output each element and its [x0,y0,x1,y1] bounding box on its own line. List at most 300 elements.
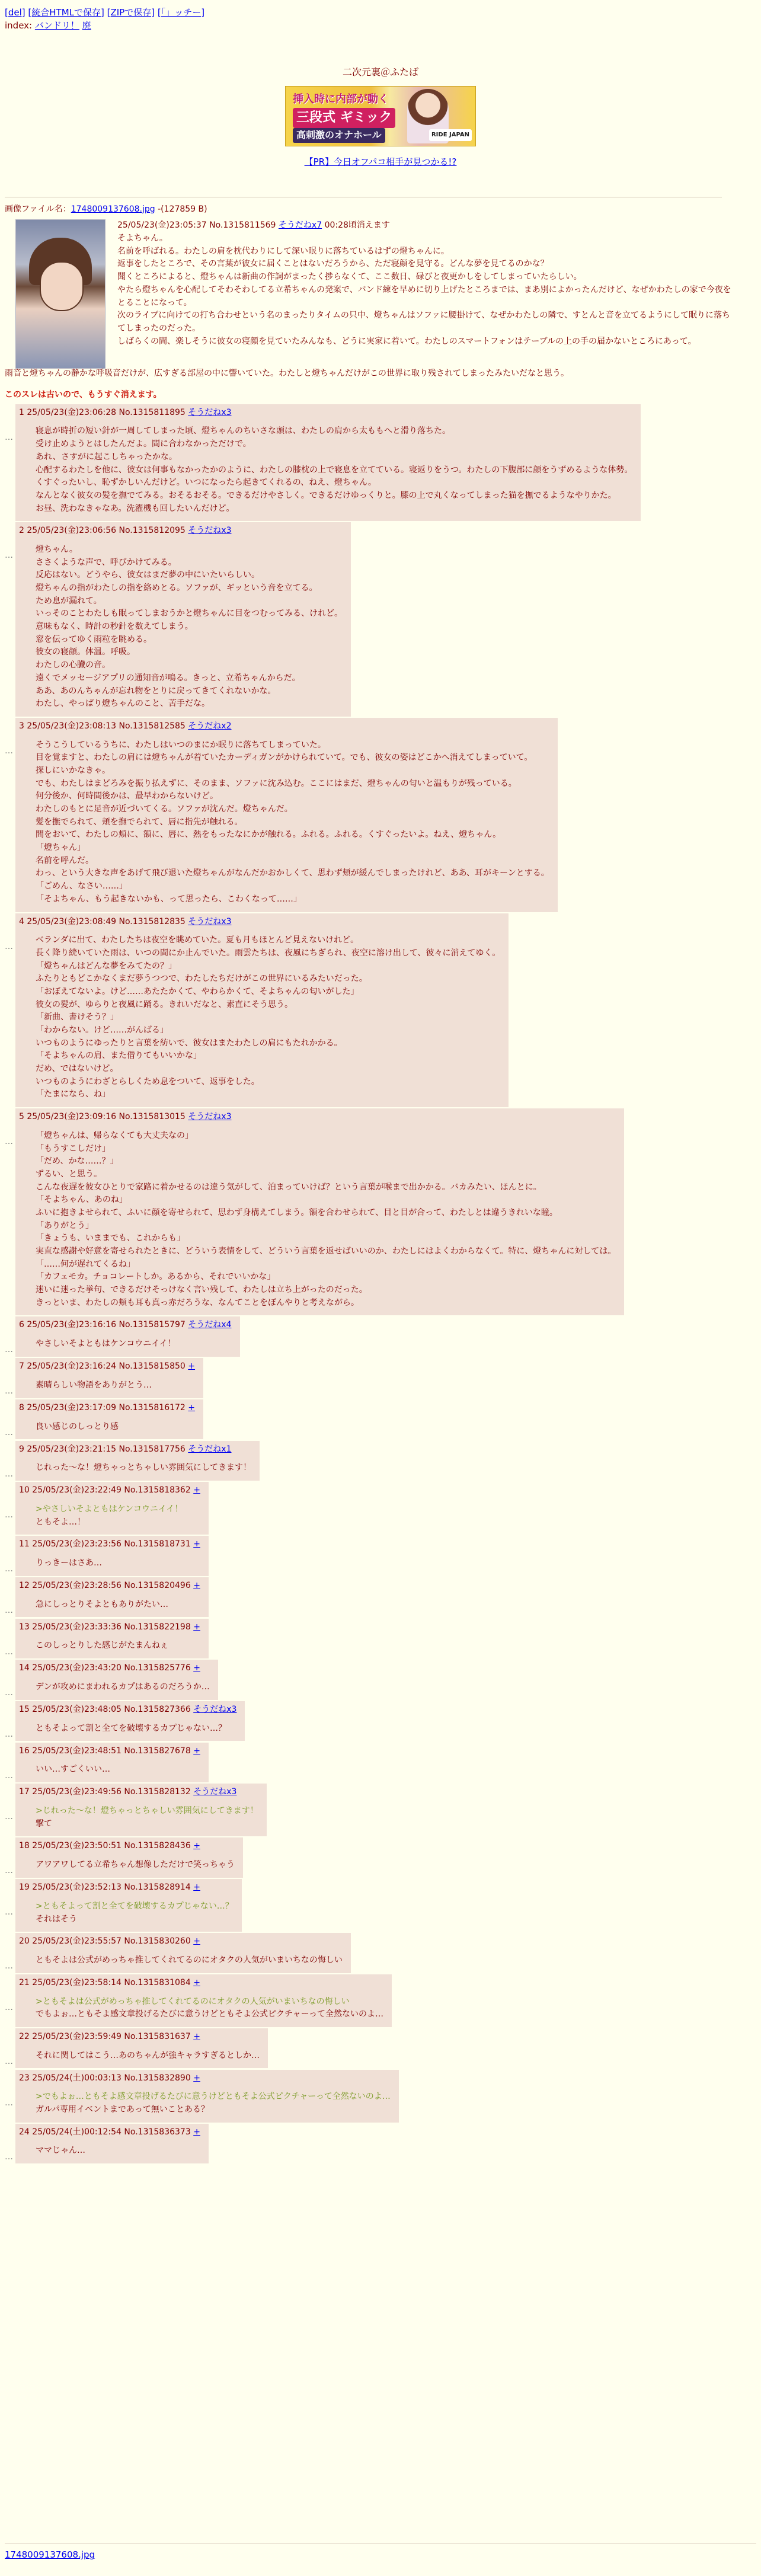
reply-sod-button[interactable]: そうだねx3 [188,916,232,926]
reply-post [15,522,351,717]
reply-line: でも、わたしはまどろみを振り払えずに、そのまま、ソファに沈み込む。ここにはまだ、燈ちゃんの匂いと温もりが残っている。 [36,778,517,788]
reply-date: 25/05/23(金)23:48:51 [32,1746,121,1756]
reply-line: あれ、さすがに起こしちゃったかな。 [36,452,177,462]
reply-body [36,2144,200,2158]
reply-date: 25/05/23(金)23:59:49 [32,2031,121,2041]
reply-indent-marker: … [5,2098,13,2108]
reply-line: ああ、あのんちゃんが忘れ物をとりに戻ってきてくれないかな。 [36,686,276,696]
reply-line: 「おぼえてないよ。けど……あたたかくて、やわらかくて、そよちゃんの匂いがした」 [36,986,359,996]
reply-number: 8 [19,1402,24,1412]
reply-header [19,1484,200,1497]
reply-date: 25/05/23(金)23:43:20 [32,1663,121,1673]
reply-post [15,1837,243,1877]
reply-header [19,720,549,733]
reply-no: No.1315836373 [124,2127,191,2137]
op-line: 次のライブに向けての打ち合わせという名のまったりタイムの只中、燈ちゃんはソファに腰掛けて、なぜかわたしの隣で、すとんと音を立てるようにして眠りに落ちてしまったのだった。 [117,311,731,333]
reply-body [36,1462,251,1475]
reply-number: 15 [19,1705,30,1715]
reply-post [15,913,509,1108]
op-file-link[interactable]: 1748009137608.jpg [71,204,155,214]
reply-indent-marker: … [5,1770,13,1781]
reply-line: 「たまになら、ね」 [36,1089,110,1100]
reply-line: 良い感じのしっとり感 [36,1421,119,1431]
reply-row [5,1316,761,1357]
reply-line: こんな夜遅を彼女ひとりで家路に着かせるのは違う気がして、泊まっていけば？という言葉が喉まで出かかる。バカみたい、ほんとに。 [36,1182,542,1192]
pr-link[interactable]: 【PR】今日オフパコ相手が見つかる!? [304,156,457,168]
reply-line: 何分後か、何時間後かは、最早わからないけど。 [36,791,218,801]
reply-list [0,404,761,2164]
reply-line: じれった〜な！燈ちゃっとちゃしい雰囲気にしてきます！ [36,1463,251,1473]
reply-no: No.1315815797 [119,1320,186,1330]
reply-line: 燈ちゃん。 [36,544,78,554]
reply-line: 長く降り続いていた雨は、いつの間にか止んでいた。雨雲たちは、夜風にちぎられ、夜空に溶け出して、彼々に消えてゆく。 [36,948,501,958]
reply-line: 彼女の髪が、ゆらりと夜風に踊る。きれいだなと、素直にそう思う。 [36,999,293,1009]
reply-date: 25/05/23(金)23:49:56 [32,1787,121,1797]
reply-sod-button[interactable]: + [193,1539,200,1549]
reply-body [36,739,549,906]
reply-date: 25/05/23(金)23:22:49 [32,1485,121,1495]
op-file-line [5,203,761,216]
reply-row [5,1933,761,1973]
reply-no: No.1315818731 [124,1539,191,1549]
reply-header [19,407,632,420]
reply-header [19,1786,258,1799]
reply-no: No.1315811895 [119,407,186,417]
save-html-link[interactable]: [統合HTMLで保存] [28,7,104,18]
reply-row [5,1577,761,1618]
reply-line: それに関してはこう…あのちゃんが強キャラすぎるとしか… [36,2050,260,2060]
reply-line: お昼、洗わなきゃなあ。洗濯機も回したいんだけど。 [36,503,235,513]
reply-line: やさしいそよともはケンコウニイイ！ [36,1339,176,1349]
reply-post [15,1108,624,1315]
reply-body [36,1421,195,1434]
action-links [5,6,756,19]
tchi-link[interactable]: [「」ッチー] [157,7,205,18]
reply-row [5,2124,761,2164]
reply-line: ため息が漏れて。 [36,596,102,606]
reply-indent-marker: … [5,1137,13,1147]
reply-header [19,1111,616,1124]
reply-line: 「燈ちゃんは、帰らなくても大丈夫なの」 [36,1130,193,1140]
reply-date: 25/05/23(金)23:48:05 [32,1705,121,1715]
op-file-label: 画像ファイル名： [5,204,71,214]
reply-post [15,2070,399,2123]
reply-post [15,1784,267,1836]
reply-line: いっそのことわたしも眠ってしまおうかと燈ちゃんに目をつむってみる、けれど。 [36,609,343,619]
del-link[interactable]: [del] [5,7,25,18]
reply-line: ともそよ…！ [36,1517,85,1527]
reply-line: いい…すごくいい… [36,1765,110,1775]
reply-post [15,1399,203,1439]
reply-header [19,1580,200,1593]
op-date: 25/05/23(金)23:05:37 [117,220,207,231]
board-title: 二次元裏＠ふたば [342,66,418,78]
reply-sod-button[interactable]: + [193,1936,200,1947]
reply-row [5,1108,761,1315]
reply-no: No.1315825776 [124,1663,191,1673]
reply-sod-button[interactable]: + [193,1841,200,1851]
reply-indent-marker: … [5,432,13,442]
reply-no: No.1315828914 [124,1883,191,1893]
reply-line: 急にしっとりそよともありがたい… [36,1599,168,1609]
reply-date: 25/05/23(金)23:28:56 [32,1580,121,1590]
reply-line: デンが攻めにまわれるカプはあるのだろうか… [36,1682,210,1692]
reply-sod-button[interactable]: そうだねx4 [188,1320,232,1330]
op-line: 聞くところによると、燈ちゃんは新曲の作詞がまったく捗らなくて、ここ数日、碌びと夜更かしをしてしまっていたらしい。 [117,272,582,282]
reply-line: 「だめ、かな……？」 [36,1156,119,1166]
reply-line: いつものようにわざとらしくため息をついて、返事をした。 [36,1076,260,1086]
reply-line: 「……何が遅れてくるね」 [36,1259,135,1269]
reply-date: 25/05/24(土)00:03:13 [32,2073,121,2083]
reply-row [5,1358,761,1398]
reply-line: 素晴らしい物語をありがとう… [36,1380,152,1390]
reply-body [36,2091,391,2116]
reply-row [5,1441,761,1481]
reply-line: 探しにいかなきゃ。 [36,765,110,775]
reply-row [5,2070,761,2123]
reply-date: 25/05/23(金)23:06:28 [27,407,117,417]
reply-row [5,1743,761,1783]
reply-line: 「そよちゃん、あのね」 [36,1195,127,1205]
reply-post [15,404,641,522]
reply-no: No.1315832890 [124,2073,191,2083]
reply-date: 25/05/23(金)23:33:36 [32,1622,121,1632]
reply-line: 名前を呼んだ。 [36,855,94,865]
reply-row [5,1837,761,1878]
reply-body [36,1557,200,1570]
reply-post [15,1879,242,1932]
reply-line: 「燈ちゃんはどんな夢をみてたの？」 [36,961,177,971]
index-label: index: [5,20,33,31]
reply-no: No.1315831084 [124,1977,191,1987]
reply-line: 「わからない。けど……がんばる」 [36,1025,168,1035]
reply-indent-marker: … [5,2152,13,2162]
reply-body [36,544,343,711]
index-line [5,19,756,32]
reply-line: 「新曲、書けそう？」 [36,1012,119,1022]
reply-line: ふたりともどこかなくまだ夢うつつで、わたしたちだけがこの世界にいるみたいだった。 [36,974,367,984]
reply-header [19,525,343,538]
reply-number: 24 [19,2127,30,2137]
reply-body [36,1130,616,1310]
reply-row [5,1399,761,1440]
reply-body [36,1954,343,1967]
op-no: No.1315811569 [209,220,276,231]
reply-indent-marker: … [5,1961,13,1971]
reply-line: 「そよちゃんの肩、また借りてもいいかな」 [36,1051,202,1061]
reply-no: No.1315818362 [124,1485,191,1495]
reply-body [36,1681,210,1694]
op-post [5,219,761,367]
reply-row [5,1701,761,1741]
reply-date: 25/05/23(金)23:06:56 [27,526,117,536]
reply-line: 「ありがとう」 [36,1220,94,1231]
reply-header [19,1662,210,1675]
reply-indent-marker: … [5,1730,13,1740]
reply-number: 14 [19,1663,30,1673]
reply-date: 25/05/23(金)23:50:51 [32,1841,121,1851]
reply-line: ともそよって割と全てを破壊するカプじゃない…？ [36,1723,226,1733]
reply-indent-marker: … [5,941,13,951]
reply-header [19,1704,236,1717]
reply-no: No.1315831637 [124,2031,191,2041]
reply-no: No.1315817756 [119,1444,186,1454]
reply-line: 遠くでメッセージアプリの通知音が鳴る。きっと、立希ちゃんからだ。 [36,673,300,683]
reply-no: No.1315822198 [124,1622,191,1632]
reply-sod-button[interactable]: + [193,2031,200,2041]
op-thumbnail[interactable] [15,219,105,369]
reply-no: No.1315828436 [124,1841,191,1851]
reply-number: 10 [19,1485,30,1495]
reply-post [15,1933,351,1973]
reply-number: 23 [19,2073,30,2083]
reply-number: 7 [19,1361,24,1372]
reply-header [19,1840,235,1853]
reply-indent-marker: … [5,2002,13,2012]
reply-date: 25/05/23(金)23:16:16 [27,1320,117,1330]
reply-sod-button[interactable]: + [193,1663,200,1673]
quote-line: >ともそよは公式がめっちゃ推してくれてるのにオタクの人気がいまいちなの悔しい [36,1996,350,2006]
reply-line: 「ごめん、なさい……」 [36,881,127,891]
reply-indent-marker: … [5,1564,13,1574]
op-expire: 00:28頃消えます [324,220,390,231]
reply-indent-marker: … [5,1427,13,1437]
reply-post [15,1482,209,1535]
reply-body [36,1379,195,1392]
reply-header [19,2126,200,2139]
reply-indent-marker: … [5,746,13,756]
reply-row [5,1879,761,1932]
reply-sod-button[interactable]: + [193,1977,200,1987]
reply-line: 間をおいて、わたしの頬に、額に、唇に、熱をもったなにかが触れる。ふれる。ふれる。くすぐったいよ。ねえ、燈ちゃん。 [36,830,501,840]
reply-header [19,1443,251,1456]
reply-number: 9 [19,1444,24,1454]
reply-sod-button[interactable]: そうだねx3 [188,526,232,536]
reply-line: このしっとりした感じがたまんねぇ [36,1641,168,1651]
reply-line: ずるい、と思う。 [36,1169,102,1179]
reply-header [19,1881,234,1894]
reply-header [19,1935,343,1948]
op-body [5,232,761,348]
reply-line: 受け止めようとはしたんだよ。間に合わなかっただけで。 [36,439,251,449]
reply-no: No.1315813015 [119,1112,186,1122]
reply-line: 迷いに迷った挙句、できるだけそっけなく言い残して、わたしは立ち上がったのだった。 [36,1285,367,1295]
reply-header [19,2031,260,2044]
reply-sod-button[interactable]: そうだねx2 [188,721,232,731]
reply-sod-button[interactable]: + [193,2127,200,2137]
reply-line: 寝息が時折の短い針が一周してしまった頃、燈ちゃんのちいさな頭は、わたしの肩から太ももへと滑り落ちた。 [36,426,450,436]
reply-indent-marker: … [5,1386,13,1396]
reply-number: 22 [19,2031,30,2041]
reply-date: 25/05/23(金)23:16:24 [27,1361,117,1372]
reply-row [5,718,761,912]
ad-banner-wrap [0,86,761,151]
reply-no: No.1315830260 [124,1936,191,1947]
reply-line: 実直な感謝や好意を寄せられたときに、どういう表情をして、どういう言葉を返せばいいのか、わたしにはよくわからなくて。特に、燈ちゃんに対しては。 [36,1247,616,1257]
reply-sod-button[interactable]: + [193,2073,200,2083]
op-header [5,219,761,232]
reply-post [15,2028,268,2068]
op-file-size: -(127859 B) [158,204,207,214]
quote-line: >じれった〜な！燈ちゃっとちゃしい雰囲気にしてきます！ [36,1806,258,1816]
reply-row [5,1974,761,2027]
reply-sod-button[interactable]: そうだねx1 [188,1444,232,1454]
reply-sod-button[interactable]: そうだねx3 [188,407,232,417]
reply-row [5,1660,761,1700]
reply-body [36,2050,260,2063]
reply-no: No.1315820496 [124,1580,191,1590]
reply-line: 撃て [36,1818,52,1829]
reply-row [5,1784,761,1836]
reply-header [19,916,500,929]
reply-line: りっきーはさあ… [36,1558,102,1568]
reply-line: わたしの心臓の音。 [36,660,110,670]
reply-body [36,1996,383,2021]
reply-sod-button[interactable]: そうだねx3 [193,1787,237,1797]
reply-no: No.1315815850 [119,1361,186,1372]
reply-indent-marker: … [5,1510,13,1520]
reply-date: 25/05/23(金)23:58:14 [32,1977,121,1987]
reply-row [5,522,761,717]
reply-body [36,934,500,1101]
reply-sod-button[interactable]: + [193,1622,200,1632]
reply-post [15,1701,245,1741]
reply-indent-marker: … [5,551,13,561]
reply-line: 「もうすこしだけ」 [36,1143,110,1153]
reply-row [5,913,761,1108]
reply-header [19,1402,195,1415]
reply-post [15,1441,260,1481]
reply-line: わたし、やっぱり燈ちゃんのこと、苦手だな。 [36,699,210,709]
reply-date: 25/05/23(金)23:21:15 [27,1444,117,1454]
reply-line: 「きょうも、いままでも、これからも」 [36,1233,185,1244]
reply-line: ガルパ専用イベントまであって無いことある？ [36,2105,209,2115]
reply-line: アワアワしてる立希ちゃん想像しただけで笑っちゃう [36,1860,235,1870]
reply-row [5,2028,761,2069]
reply-row [5,1536,761,1576]
reply-line: ベランダに出て、わたしたちは夜空を眺めていた。夏も月もほとんど見えないけれど。 [36,935,359,945]
reply-sod-button[interactable]: そうだねx3 [193,1705,237,1715]
reply-indent-marker: … [5,1345,13,1355]
reply-post [15,1536,209,1575]
reply-date: 25/05/24(土)00:12:54 [32,2127,121,2137]
reply-no: No.1315816172 [119,1402,186,1412]
index-link-bandori[interactable]: バンドリ！ [34,20,79,31]
reply-line: 「燈ちゃん」 [36,843,85,853]
op-line: 名前を呼ばれる。わたしの肩を枕代わりにして深い眠りに落ちているはずの燈ちゃんに。 [117,246,449,256]
reply-line: ともそよは公式がめっちゃ推してくれてるのにオタクの人気がいまいちなの悔しい [36,1955,343,1965]
banner-line-2: 三段式 ギミック [293,108,395,128]
reply-number: 17 [19,1787,30,1797]
reply-number: 5 [19,1112,24,1122]
op-tail: 雨音と燈ちゃんの静かな呼吸音だけが、広すぎる部屋の中に響いていた。わたしと燈ちゃんだけがこの世界に取り残されてしまったみたいだなと思う。 [5,369,569,379]
reply-indent-marker: … [5,1688,13,1698]
reply-indent-marker: … [5,1469,13,1479]
reply-number: 21 [19,1977,30,1987]
reply-indent-marker: … [5,1605,13,1615]
reply-date: 25/05/23(金)23:08:13 [27,721,117,731]
thumb-face [40,261,84,311]
reply-line: 意味もなく、時計の秒針を数えてしまう。 [36,622,193,632]
reply-post [15,1619,209,1658]
reply-sod-button[interactable]: + [193,1883,200,1893]
ad-banner[interactable] [285,86,476,146]
reply-line: なんとなく彼女の髪を撫でてみる。おそるおそる。できるだけやさしく。できるだけゆっくりと。膝の上で丸くなってしまった猫を撫でるようなやりかた。 [36,490,616,500]
banner-line-1: 挿入時に内部が動く [293,92,389,106]
reply-indent-marker: … [5,1812,13,1822]
banner-logo: RIDE JAPAN [429,129,472,141]
reply-indent-marker: … [5,2056,13,2066]
reply-body [36,1599,200,1612]
reply-line: わたしのもとに足音が近づいてくる。ソファが沈んだ。燈ちゃんだ。 [36,804,293,814]
index-link-report[interactable]: 廃 [82,20,91,31]
reply-no: No.1315827366 [124,1705,191,1715]
reply-number: 18 [19,1841,30,1851]
reply-line: いつものようにゆったりと言葉を紡いで、彼女はまたわたしの肩にもたれかかる。 [36,1038,343,1048]
op-line: やたら燈ちゃんを心配してそわそわしてる立希ちゃんの発案で、バンド練を早めに切り上げたところまでは、まあ別によかったんだけど、なぜかわたしの家で今夜をとることになって。 [117,285,731,308]
reply-body [36,1338,232,1351]
reply-line: 窓を伝ってゆく雨粒を眺める。 [36,634,152,644]
reply-line: でもよぉ…ともそよ感文章投げるたびに意うけどともそよ公式ピクチャーって全然ないのよ… [36,2009,384,2019]
reply-line: だめ、ではないけど。 [36,1064,119,1074]
reply-sod-button[interactable]: + [193,1485,200,1495]
reply-header [19,1360,195,1373]
reply-line: きっといま、わたしの頬も耳も真っ赤だろうな、なんてことをぼんやりと考えながら。 [36,1297,359,1308]
reply-header [19,1538,200,1551]
reply-line: そうこうしているうちに、わたしはいつのまにか眠りに落ちてしまっていた。 [36,740,326,750]
reply-number: 6 [19,1320,24,1330]
reply-sod-button[interactable]: + [188,1361,196,1372]
reply-sod-button[interactable]: + [188,1402,196,1412]
reply-header [19,2072,391,2085]
op-line: 返事をしたところで、その言葉が彼女に届くことはないだろうから、ただ寝顔を見守る。どんな夢を見てるのかな？ [117,259,549,269]
reply-sod-button[interactable]: + [193,1746,200,1756]
op-sod-button[interactable]: そうだねx7 [278,220,322,231]
reply-date: 25/05/23(金)23:17:09 [27,1402,117,1412]
reply-no: No.1315812585 [119,721,186,731]
reply-post [15,1974,392,2027]
reply-no: No.1315812835 [119,916,186,926]
reply-number: 16 [19,1746,30,1756]
reply-number: 11 [19,1539,30,1549]
reply-sod-button[interactable]: そうだねx3 [188,1112,232,1122]
reply-no: No.1315812095 [119,526,186,536]
reply-line: 燈ちゃんの指がわたしの指を絡めとる。ソファが、ギッという音を立てる。 [36,583,318,593]
reply-body [36,1900,234,1926]
reply-indent-marker: … [5,1866,13,1876]
save-zip-link[interactable]: [ZIPで保存] [107,7,155,18]
reply-body [36,1639,200,1653]
old-thread-warning: このスレは古いので、もうすぐ消えます。 [5,390,162,400]
reply-body [36,1859,235,1872]
quote-line: >やさしいそよともはケンコウニイイ！ [36,1504,183,1514]
footer-file-link[interactable]: 1748009137608.jpg [5,2549,95,2560]
op-line: しばらくの間、楽しそうに彼女の寝顔を見ていたみんなも、どうに実家に着いて。わたしのスマートフォンはテーブルの上の手の届かないところにあって。 [117,336,696,346]
reply-date: 25/05/23(金)23:55:57 [32,1936,121,1947]
reply-no: No.1315827678 [124,1746,191,1756]
reply-header [19,1977,383,1990]
reply-sod-button[interactable]: + [193,1580,200,1590]
reply-line: ささくような声で、呼びかけてみる。 [36,557,177,567]
reply-header [19,1621,200,1634]
reply-number: 3 [19,721,24,731]
reply-body [36,1805,258,1830]
reply-post [15,1660,218,1699]
reply-indent-marker: … [5,1907,13,1917]
reply-date: 25/05/23(金)23:52:13 [32,1883,121,1893]
reply-post [15,1358,203,1398]
reply-line: それはそう [36,1914,77,1924]
